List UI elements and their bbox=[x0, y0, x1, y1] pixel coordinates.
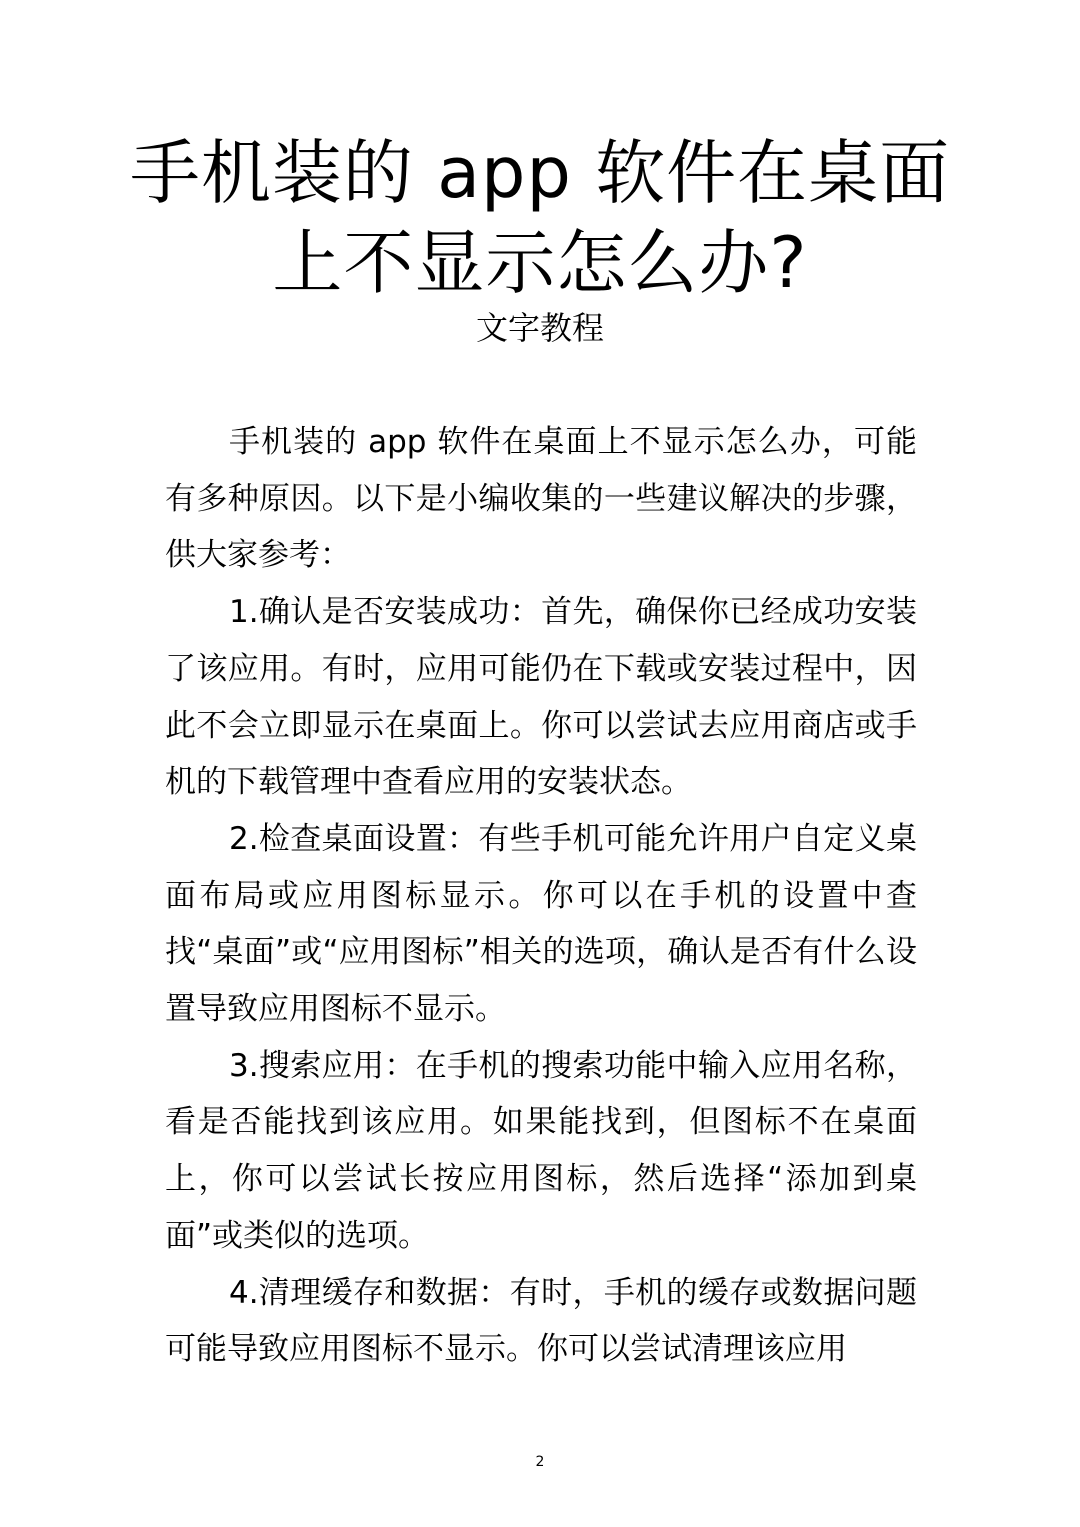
page-number: 2 bbox=[535, 1454, 545, 1470]
page-title-line-1: 手机装的 app 软件在桌面 bbox=[129, 132, 951, 214]
article-body bbox=[165, 414, 917, 1378]
page-subtitle: 文字教程 bbox=[475, 309, 604, 347]
page-title-line-2: 上不显示怎么办? bbox=[272, 222, 808, 304]
step-2-paragraph: 2.检查桌面设置：有些手机可能允许用户自定义桌面布局或应用图标显示。你可以在手机的设置中查找“桌面”或“应用图标”相关的选项，确认是否有什么设置导致应用图标不显示。 bbox=[165, 820, 917, 1028]
step-3-paragraph: 3.搜索应用：在手机的搜索功能中输入应用名称，看是否能找到该应用。如果能找到，但图标不在桌面上，你可以尝试长按应用图标，然后选择“添加到桌面”或类似的选项。 bbox=[165, 1047, 917, 1254]
step-1-paragraph: 1.确认是否安装成功：首先，确保你已经成功安装了该应用。有时，应用可能仍在下载或安装过程中，因此不会立即显示在桌面上。你可以尝试去应用商店或手机的下载管理中查看应用的安装状态。 bbox=[165, 594, 917, 801]
page-title bbox=[100, 128, 980, 308]
intro-paragraph: 手机装的 app 软件在桌面上不显示怎么办，可能有多种原因。以下是小编收集的一些建议解决的步骤，供大家参考： bbox=[165, 424, 917, 574]
step-4-paragraph: 4.清理缓存和数据：有时，手机的缓存或数据问题可能导致应用图标不显示。你可以尝试清理该应用 bbox=[165, 1274, 917, 1368]
